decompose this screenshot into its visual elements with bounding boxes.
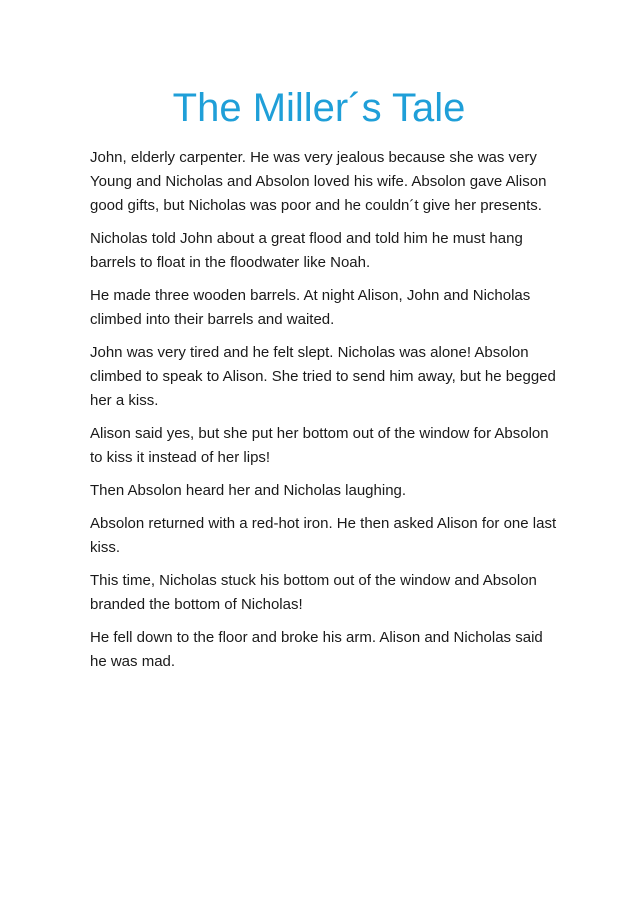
paragraph: He fell down to the floor and broke his arm. Alison and Nicholas said he was mad.	[90, 629, 543, 670]
paragraph: This time, Nicholas stuck his bottom out of the window and Absolon branded the bottom of Nicholas!	[90, 572, 537, 613]
paragraph: Then Absolon heard her and Nicholas laughing.	[90, 482, 407, 499]
document-body	[90, 146, 560, 683]
paragraph: Alison said yes, but she put her bottom out of the window for Absolon to kiss it instead of her lips!	[90, 425, 549, 466]
paragraph: He made three wooden barrels. At night Alison, John and Nicholas climbed into their barrels and waited.	[90, 287, 531, 328]
paragraph: John was very tired and he felt slept. Nicholas was alone! Absolon climbed to speak to Alison. She tried to send him away, but he begged her a kiss.	[90, 344, 556, 409]
paragraph: Nicholas told John about a great flood and told him he must hang barrels to float in the floodwater like Noah.	[90, 230, 523, 271]
paragraph: Absolon returned with a red-hot iron. He then asked Alison for one last kiss.	[90, 515, 557, 556]
paragraph: John, elderly carpenter. He was very jealous because she was very Young and Nicholas and Absolon loved his wife. Absolon gave Alison good gifts, but Nicholas was poor and he couldn´t give her presents.	[90, 149, 547, 214]
page-title: The Miller´s Tale	[172, 86, 466, 130]
